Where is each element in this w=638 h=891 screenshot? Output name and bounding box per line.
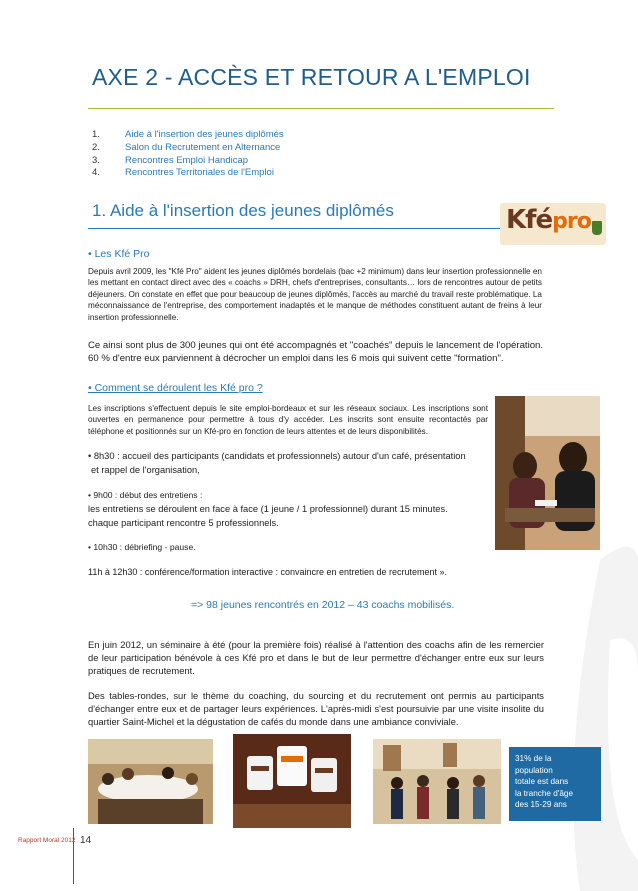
kfe-pro-logo	[500, 203, 606, 245]
subheading-how: • Comment se déroulent les Kfé pro ?	[88, 382, 263, 394]
seminar-photo-1	[88, 739, 213, 824]
info-line: population	[515, 765, 553, 775]
toc-item[interactable]	[92, 167, 284, 180]
registration-paragraph: Les inscriptions s'effectuent depuis le site emploi-bordeaux et sur les réseaux sociaux. Les inscriptions sont ouvertes en permanence pour permettre à tous d'y accéder. Les inscrits sont ensuite recontactés par téléphone et positionnés sur un Kfé-pro en fonction de leurs attentes et de leurs disponibilités.	[88, 404, 488, 436]
results-paragraph: Ce ainsi sont plus de 300 jeunes qui ont été accompagnés et "coachés" depuis le lancement de l'opération. 60 % d'entre eux parviennent à décrocher un emploi dans les 6 mois qui suivent cette "formation".	[88, 340, 544, 364]
schedule-step-2a: • 9h00 : début des entretiens :	[88, 490, 203, 500]
toc-number: 1.	[92, 129, 100, 140]
toc-item[interactable]	[92, 129, 284, 142]
info-line: totale est dans	[515, 777, 569, 786]
toc-label: Aide à l'insertion des jeunes diplômés	[125, 129, 284, 140]
kfe-pro-mugs-photo	[233, 734, 351, 828]
schedule-step-2c: chaque participant rencontre 5 professionnels.	[88, 518, 279, 528]
kfe-pro-photo	[495, 396, 600, 550]
section-divider	[88, 228, 500, 229]
info-line: des 15-29 ans	[515, 800, 567, 809]
table-of-contents	[92, 129, 284, 180]
schedule-step-1b: et rappel de l'organisation,	[91, 465, 200, 475]
title-divider	[88, 108, 554, 109]
page-title: AXE 2 - ACCÈS ET RETOUR A L'EMPLOI	[92, 64, 531, 90]
info-box-statistic	[509, 747, 601, 821]
page-number: 14	[80, 835, 92, 846]
schedule-step-3: • 10h30 : débriefing - pause.	[88, 542, 196, 552]
toc-number: 4.	[92, 167, 100, 179]
intro-paragraph: Depuis avril 2009, les "Kfé Pro" aident les jeunes diplômés bordelais (bac +2 minimum) dans leur insertion professionnelle en les mettant en contact direct avec des « coachs » DRH, chefs d'entreprises, consultants… lors de rencontres autour de petits déjeuners. On constate en effet que pour beaucoup de jeunes diplômés, l'accès au marché du travail reste problématique. La méconnaissance de l'entreprise, des comportement inadaptés et le manque de méthodes constituent autant de freins à leur insertion professionnelle.	[88, 267, 542, 322]
seminar-paragraph: En juin 2012, un séminaire à été (pour la première fois) réalisé à l'attention des coachs afin de les remercier de leur participation bénévole à ces Kfé pro et dans le but de leur permettre d'échanger entre eux sur leurs pratiques de recrutement.	[88, 639, 544, 676]
info-line: la tranche d'âge	[515, 788, 574, 798]
toc-item[interactable]	[92, 155, 284, 168]
logo-wordmark: Kfépro	[506, 205, 591, 235]
schedule-step-4: 11h à 12h30 : conférence/formation interactive : convaincre en entretien de recrutement ».	[88, 567, 448, 577]
footer-report-label: Rapport Moral 2012	[18, 837, 76, 844]
toc-number: 3.	[92, 154, 100, 166]
toc-label: Rencontres Territoriales de l'Emploi	[125, 167, 274, 179]
subheading-kfe-pro: • Les Kfé Pro	[88, 248, 150, 260]
schedule-step-2b: les entretiens se déroulent en face à face (1 jeune / 1 professionnel) durant 15 minutes.	[88, 504, 448, 514]
coffee-cup-icon	[592, 221, 602, 235]
info-line: 31% de la	[515, 754, 552, 763]
toc-label: Salon du Recrutement en Alternance	[125, 141, 281, 153]
section-title: 1. Aide à l'insertion des jeunes diplômés	[92, 201, 394, 220]
toc-number: 2.	[92, 141, 100, 153]
quartier-visit-photo	[373, 739, 501, 824]
schedule-step-1a: • 8h30 : accueil des participants (candidats et professionnels) autour d'un café, présentation	[88, 451, 466, 461]
toc-label: Rencontres Emploi Handicap	[125, 154, 249, 166]
round-table-paragraph: Des tables-rondes, sur le thème du coaching, du sourcing et du recrutement ont permis au participants d'échanger entre eux et de partager leurs expériences. L'après-midi s'est poursuivie par une visite insolite du quartier Saint-Michel et la dégustation de cafés du monde dans une ambiance conviviale.	[88, 690, 544, 727]
toc-item[interactable]	[92, 142, 284, 155]
highlight-stat: => 98 jeunes rencontrés en 2012 – 43 coachs mobilisés.	[191, 599, 455, 611]
